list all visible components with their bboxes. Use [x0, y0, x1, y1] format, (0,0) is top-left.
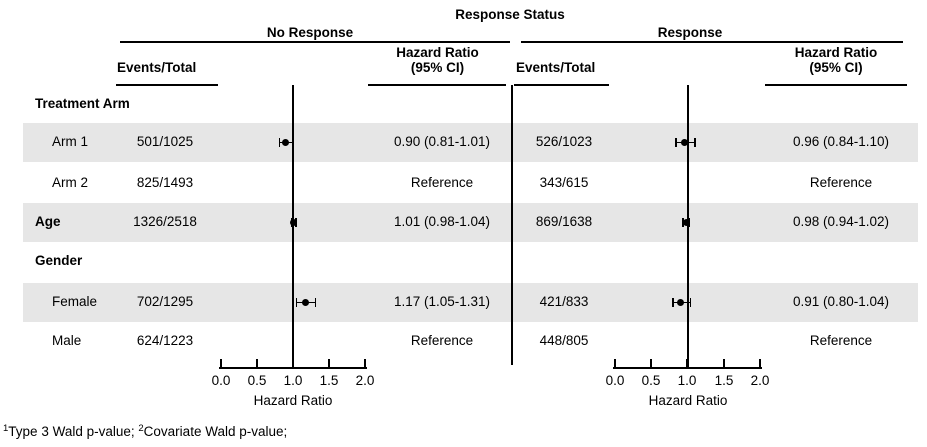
ci-value: Reference	[410, 175, 474, 190]
events-total-value: 526/1023	[535, 134, 593, 149]
marker-line	[675, 138, 677, 147]
marker-line	[279, 138, 281, 147]
events-total-value: 501/1025	[136, 134, 194, 149]
marker-line	[694, 138, 696, 147]
axis-tick	[723, 359, 725, 367]
ci-value: 0.91 (0.80-1.04)	[792, 294, 890, 309]
events-total-underline-left	[116, 84, 218, 86]
footnote	[3, 419, 287, 442]
row-label-arm2: Arm 2	[52, 175, 89, 190]
footnote-sup-2: 2	[138, 423, 144, 434]
axis-tick-label: 1.5	[714, 373, 734, 388]
axis-tick	[328, 359, 330, 367]
ci-value: Reference	[809, 333, 873, 348]
axis-tick-label: 2.0	[355, 373, 375, 388]
events-total-underline-right	[514, 84, 609, 86]
events-total-value: 702/1295	[136, 294, 194, 309]
ci-value: Reference	[809, 175, 873, 190]
panel-underline-no-response	[120, 41, 510, 43]
axis-tick	[364, 359, 366, 367]
row-label-age: Age	[35, 214, 61, 229]
x-axis-line-right	[613, 367, 762, 369]
events-total-header-right: Events/Total	[516, 60, 596, 75]
ci-header-left: (95% CI)	[410, 60, 465, 75]
marker-line	[315, 298, 317, 307]
ci-value: 0.96 (0.84-1.10)	[792, 134, 890, 149]
panel-header-response: Response	[657, 25, 723, 40]
axis-tick-label: 1.0	[677, 373, 697, 388]
axis-tick	[292, 359, 294, 367]
axis-tick-label: 2.0	[750, 373, 770, 388]
panel-separator-line	[511, 85, 513, 365]
hazard-ratio-header-right: Hazard Ratio	[794, 45, 878, 60]
marker-line	[293, 138, 295, 147]
row-label-treatment-arm: Treatment Arm	[35, 96, 130, 111]
hazard-ratio-header-left: Hazard Ratio	[396, 45, 479, 60]
events-total-value: 343/615	[539, 175, 589, 190]
x-axis-line-left	[219, 367, 367, 369]
ci-header-right: (95% CI)	[809, 60, 863, 75]
row-label-female: Female	[52, 294, 98, 309]
row-label-gender: Gender	[35, 253, 83, 268]
panel-underline-response	[521, 41, 903, 43]
events-total-value: 448/805	[539, 333, 589, 348]
axis-tick-label: 0.5	[641, 373, 661, 388]
events-total-value: 421/833	[539, 294, 589, 309]
marker-dot	[302, 299, 309, 306]
ci-value: 1.17 (1.05-1.31)	[393, 294, 491, 309]
axis-title-left: Hazard Ratio	[253, 393, 333, 408]
axis-tick-label: 0.0	[211, 373, 231, 388]
marker-line	[690, 298, 692, 307]
events-total-value: 624/1223	[136, 333, 194, 348]
ci-value: Reference	[410, 333, 474, 348]
events-total-value: 1326/2518	[133, 214, 197, 229]
axis-tick	[759, 359, 761, 367]
axis-tick-label: 0.5	[247, 373, 267, 388]
marker-line	[672, 298, 674, 307]
hazard-ratio-underline-left	[368, 84, 506, 86]
events-total-header-left: Events/Total	[117, 60, 197, 75]
marker-dot	[683, 219, 690, 226]
figure-title: Response Status	[455, 7, 565, 22]
footnote-text-1: Type 3 Wald p-value;	[8, 424, 139, 439]
events-total-value: 869/1638	[535, 214, 593, 229]
hazard-ratio-underline-right	[765, 84, 907, 86]
footnote-sup-1: 1	[3, 423, 9, 434]
ci-value: 0.90 (0.81-1.01)	[393, 134, 491, 149]
axis-tick-label: 1.0	[283, 373, 303, 388]
axis-title-right: Hazard Ratio	[648, 393, 728, 408]
row-label-arm1: Arm 1	[52, 134, 89, 149]
axis-tick	[614, 359, 616, 367]
ci-value: 1.01 (0.98-1.04)	[393, 214, 491, 229]
axis-tick	[686, 359, 688, 367]
row-label-male: Male	[52, 333, 82, 348]
axis-tick	[650, 359, 652, 367]
axis-tick	[220, 359, 222, 367]
footnote-text-2: Covariate Wald p-value;	[143, 424, 288, 439]
events-total-value: 825/1493	[136, 175, 194, 190]
panel-header-no-response: No Response	[266, 25, 354, 40]
axis-tick-label: 0.0	[605, 373, 625, 388]
marker-line	[296, 298, 298, 307]
axis-tick-label: 1.5	[319, 373, 339, 388]
axis-tick	[256, 359, 258, 367]
ci-value: 0.98 (0.94-1.02)	[792, 214, 890, 229]
